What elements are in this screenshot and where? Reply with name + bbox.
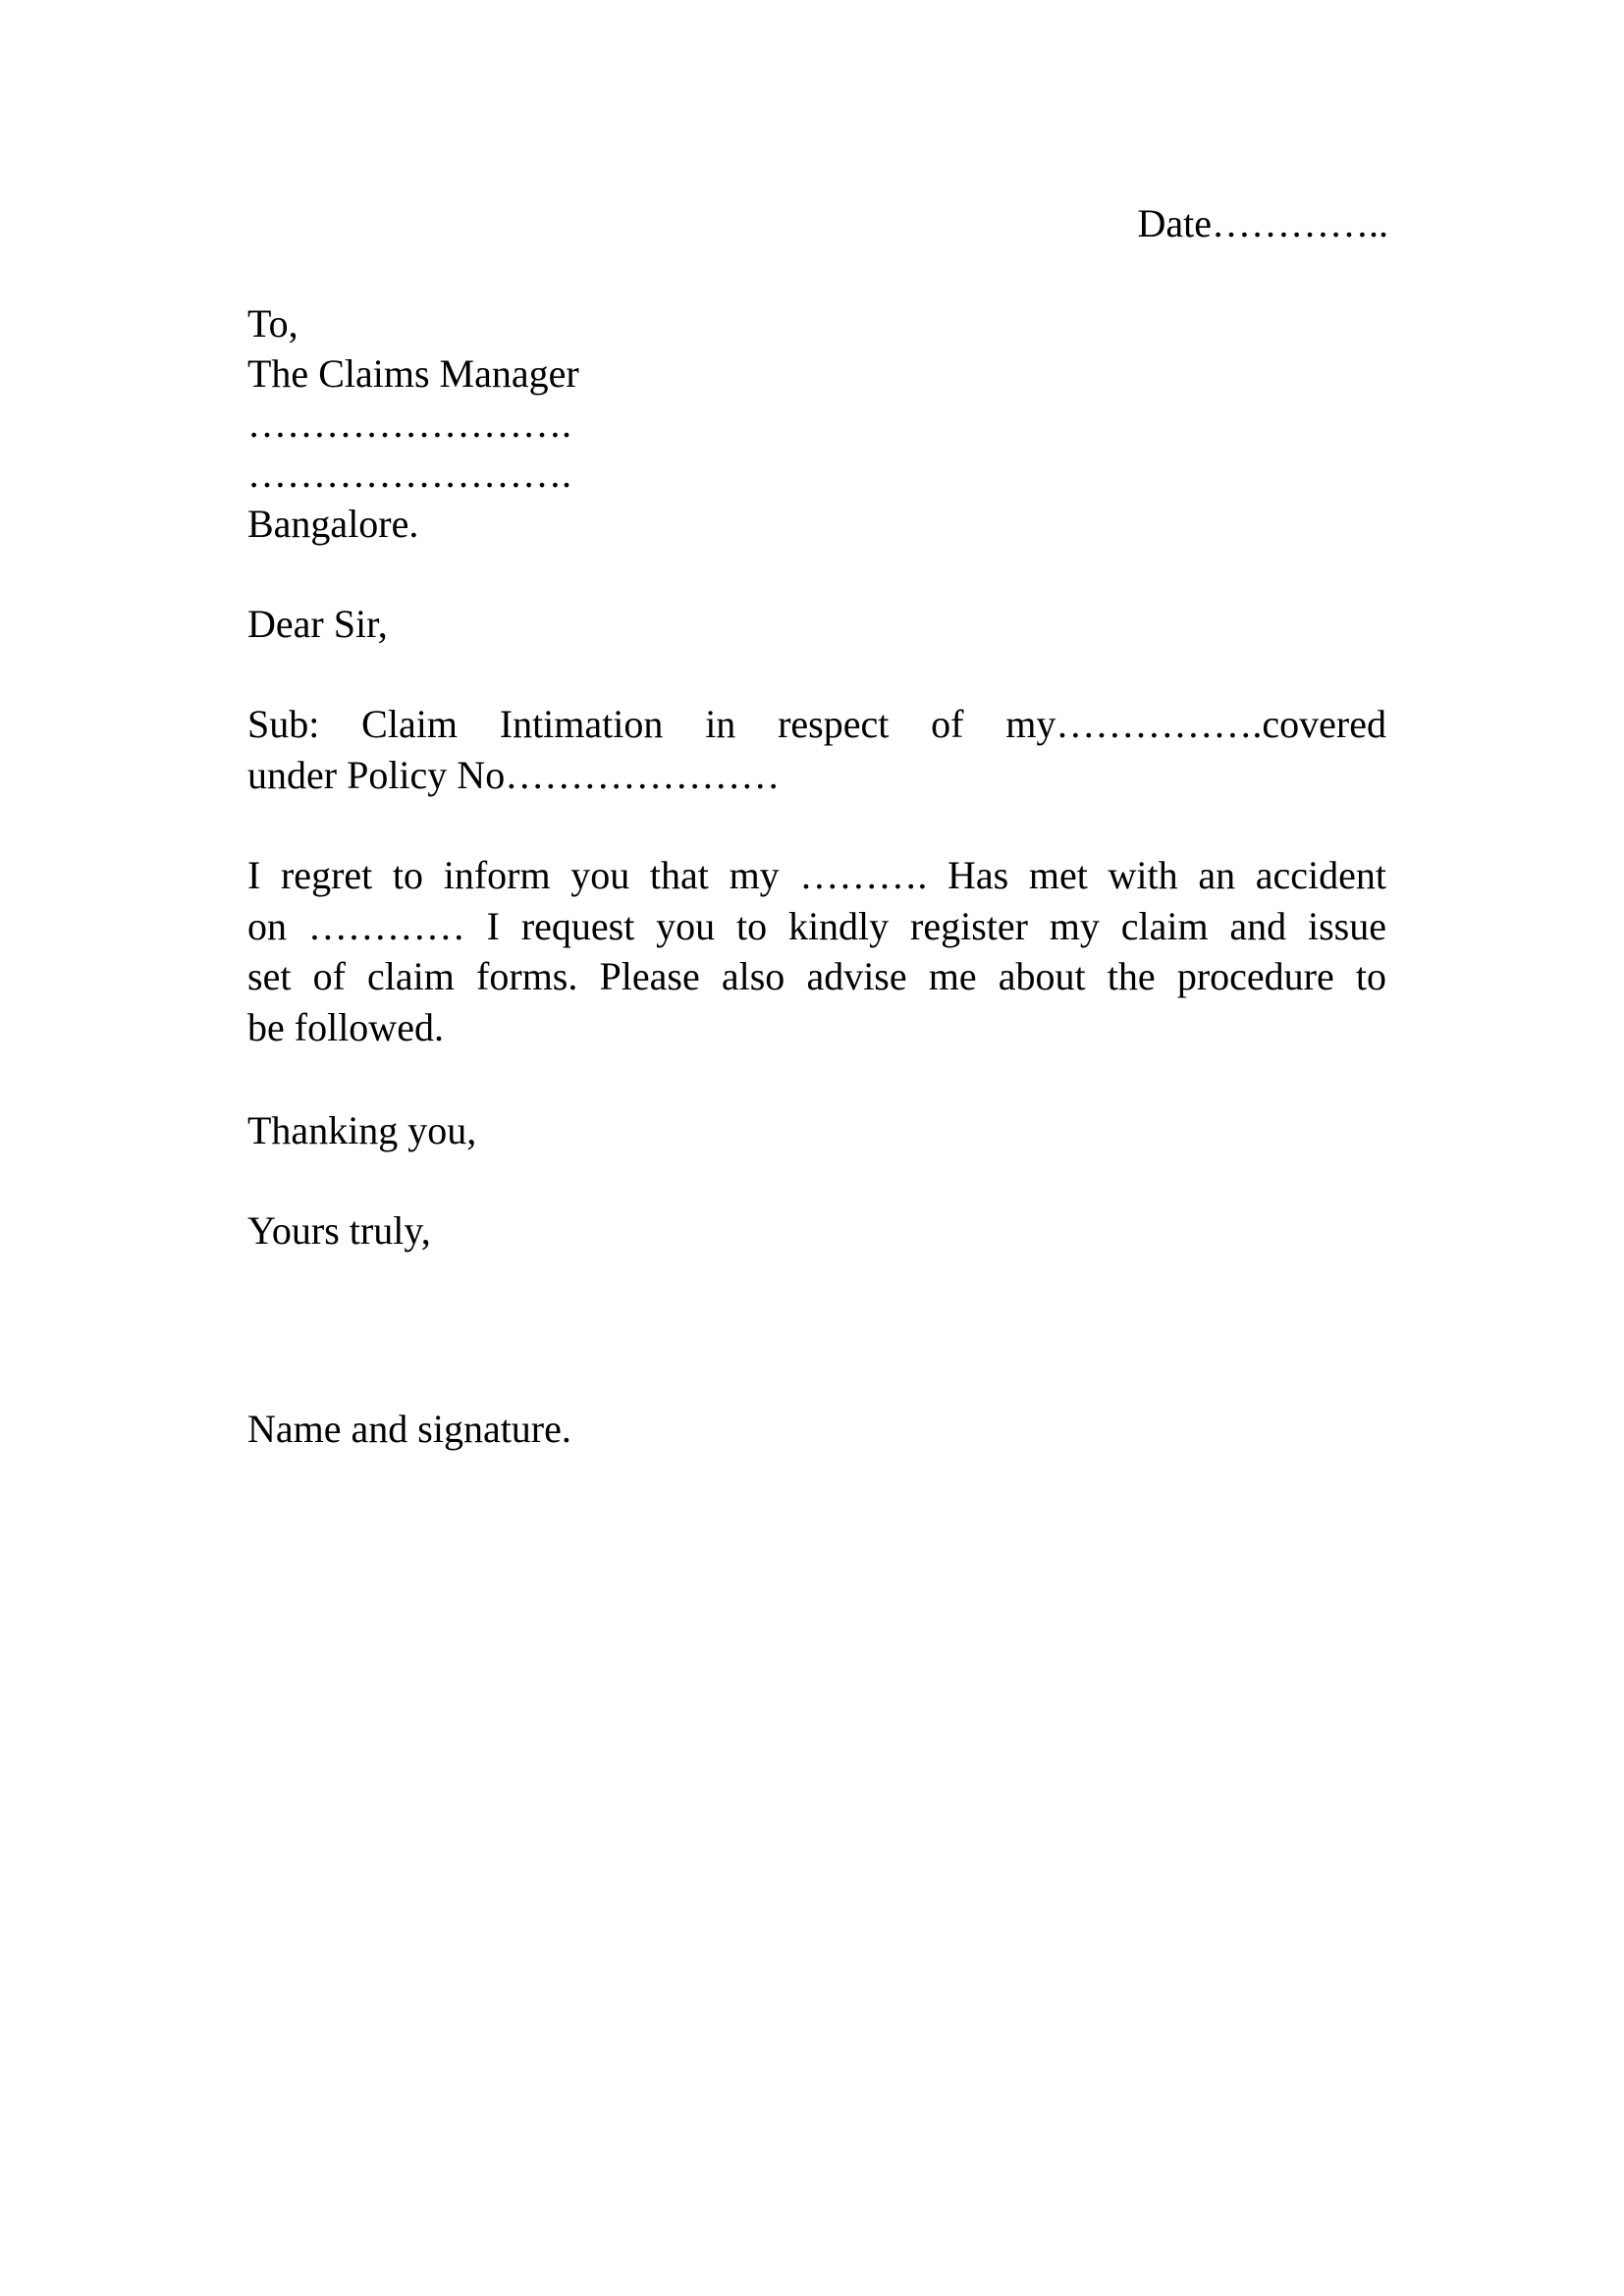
date-field: Date………….. — [1137, 201, 1388, 245]
signature-line: Name and signature. — [247, 1407, 571, 1451]
subject-line-2: under Policy No………………… — [247, 752, 781, 797]
subject-paragraph — [247, 699, 1386, 800]
body-paragraph — [247, 850, 1386, 1052]
recipient-title: The Claims Manager — [247, 351, 579, 396]
subject-line-1: Sub: Claim Intimation in respect of my…………….covered — [247, 702, 1386, 746]
body-line-1: I regret to inform you that my ………. Has met with an accident — [247, 853, 1386, 897]
closing-thanks: Thanking you, — [247, 1108, 477, 1152]
body-line-3: set of claim forms. Please also advise me about the procedure to — [247, 954, 1386, 998]
recipient-city: Bangalore. — [247, 502, 419, 546]
recipient-address-line-1: ……………………. — [247, 401, 571, 446]
recipient-to-label: To, — [247, 301, 298, 346]
closing-sign-off: Yours truly, — [247, 1208, 431, 1253]
body-line-2: on ………… I request you to kindly register my claim and issue — [247, 903, 1386, 948]
body-line-4: be followed. — [247, 1004, 444, 1049]
recipient-address-line-2: ……………………. — [247, 452, 571, 496]
greeting: Dear Sir, — [247, 602, 388, 646]
